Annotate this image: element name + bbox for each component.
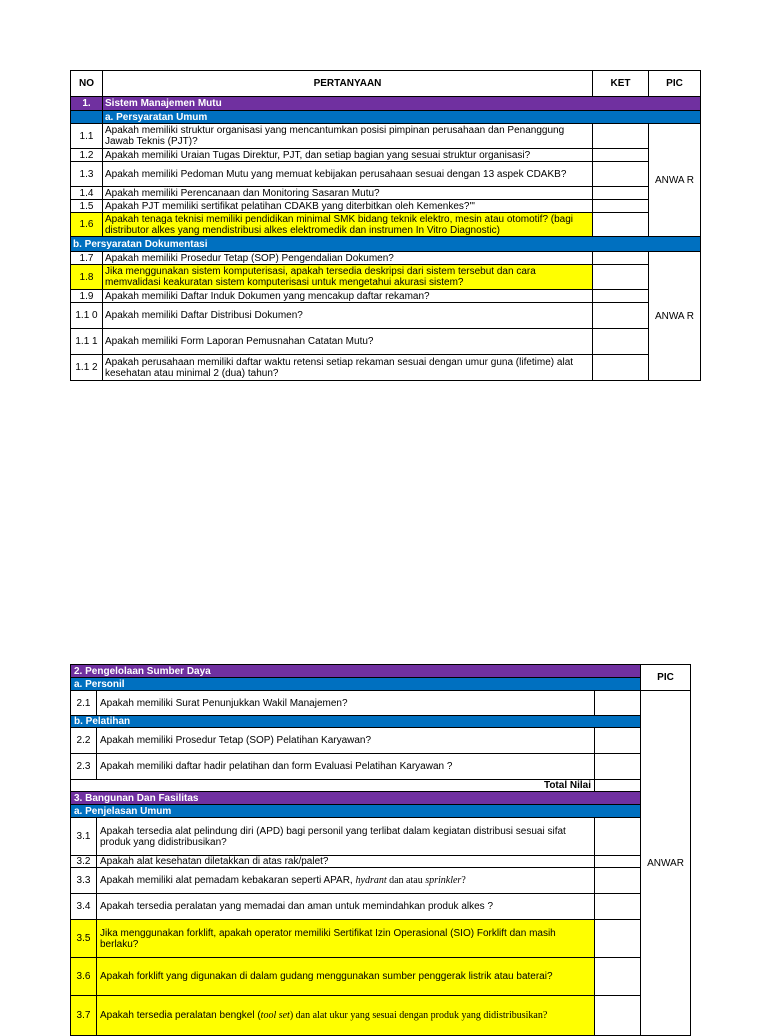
row-question: Apakah tersedia peralatan yang memadai dan aman untuk memindahkan produk alkes ? [97, 894, 595, 920]
table-row [71, 868, 691, 894]
ket-cell[interactable] [593, 187, 649, 200]
table-row-highlighted [71, 920, 691, 958]
ket-cell[interactable] [595, 691, 641, 716]
ket-cell[interactable] [595, 894, 641, 920]
subsection-row [71, 805, 691, 818]
table-row [71, 894, 691, 920]
total-value-cell[interactable] [595, 780, 641, 792]
row-number: 1.1 1 [71, 329, 103, 355]
table-row [71, 355, 701, 381]
total-label: Total Nilai [71, 780, 595, 792]
row-number: 1.2 [71, 149, 103, 162]
subsection-title: b. Pelatihan [71, 716, 641, 728]
row-number: 1.9 [71, 290, 103, 303]
row-question: Apakah memiliki daftar hadir pelatihan dan form Evaluasi Pelatihan Karyawan ? [97, 754, 595, 780]
row-number: 3.5 [71, 920, 97, 958]
section-title: 2. Pengelolaan Sumber Daya [71, 665, 641, 678]
row-question: Apakah tersedia alat pelindung diri (APD) bagi personil yang terlibat dalam kegiatan distribusi sesuai sifat produk yang didistribusikan? [97, 818, 595, 856]
row-question: Apakah memiliki Daftar Distribusi Dokumen? [103, 303, 593, 329]
row-question: Apakah memiliki Prosedur Tetap (SOP) Pengendalian Dokumen? [103, 252, 593, 265]
row-number: 1.6 [71, 213, 103, 237]
row-question: Apakah memiliki Pedoman Mutu yang memuat kebijakan perusahaan sesuai dengan 13 aspek CDAKB? [103, 162, 593, 187]
table-row [71, 329, 701, 355]
table-row [71, 728, 691, 754]
row-question: Jika menggunakan forklift, apakah operator memiliki Sertifikat Izin Operasional (SIO) Forklift dan masih berlaku? [97, 920, 595, 958]
ket-cell[interactable] [593, 290, 649, 303]
row-question: Apakah memiliki Daftar Induk Dokumen yang mencakup daftar rekaman? [103, 290, 593, 303]
table-row [71, 124, 701, 149]
checklist-table-2 [70, 664, 691, 1036]
col-header-pic: PIC [641, 665, 691, 691]
table-row [71, 290, 701, 303]
pic-cell: ANWA R [649, 252, 701, 381]
row-number: 1.1 0 [71, 303, 103, 329]
ket-cell[interactable] [593, 149, 649, 162]
table-row-highlighted [71, 213, 701, 237]
ket-cell[interactable] [593, 124, 649, 149]
section-row [71, 97, 701, 111]
ket-cell[interactable] [593, 265, 649, 290]
col-header-question: PERTANYAAN [103, 71, 593, 97]
row-question: Apakah memiliki alat pemadam kebakaran seperti APAR, hydrant dan atau sprinkler? [97, 868, 595, 894]
ket-cell[interactable] [595, 818, 641, 856]
row-number: 3.1 [71, 818, 97, 856]
row-question: Apakah forklift yang digunakan di dalam gudang menggunakan sumber penggerak listrik atau baterai? [97, 958, 595, 996]
subsection-row [71, 111, 701, 124]
row-question: Apakah memiliki Perencanaan dan Monitoring Sasaran Mutu? [103, 187, 593, 200]
ket-cell[interactable] [593, 252, 649, 265]
subsection-title: b. Persyaratan Dokumentasi [71, 237, 701, 252]
subsection-title: a. Personil [71, 678, 641, 691]
row-number: 3.4 [71, 894, 97, 920]
table-row [71, 303, 701, 329]
ket-cell[interactable] [593, 213, 649, 237]
section-row [71, 665, 691, 678]
table-row [71, 162, 701, 187]
row-number: 1.5 [71, 200, 103, 213]
row-number: 2.1 [71, 691, 97, 716]
row-question: Apakah memiliki Form Laporan Pemusnahan Catatan Mutu? [103, 329, 593, 355]
table-row-highlighted [71, 958, 691, 996]
checklist-table-1 [70, 70, 701, 381]
row-question: Jika menggunakan sistem komputerisasi, apakah tersedia deskripsi dari sistem tersebut dan cara memvalidasi keakuratan sistem komputerisasi untuk mengetahui akurasi sistem? [103, 265, 593, 290]
ket-cell[interactable] [593, 162, 649, 187]
row-question: Apakah memiliki struktur organisasi yang mencantumkan posisi pimpinan perusahaan dan Penanggung Jawab Teknis (PJT)? [103, 124, 593, 149]
table-row [71, 691, 691, 716]
subsection-title: a. Persyaratan Umum [103, 111, 701, 124]
table-row [71, 187, 701, 200]
row-number: 1.7 [71, 252, 103, 265]
row-number: 1.4 [71, 187, 103, 200]
row-number: 3.2 [71, 856, 97, 868]
section-title: 3. Bangunan Dan Fasilitas [71, 792, 641, 805]
row-question: Apakah tersedia peralatan bengkel (tool set) dan alat ukur yang sesuai dengan produk yang didistribusikan? [97, 996, 595, 1036]
table-row [71, 754, 691, 780]
subsection-row [71, 237, 701, 252]
table-header-row [71, 71, 701, 97]
ket-cell[interactable] [595, 868, 641, 894]
section-title: Sistem Manajemen Mutu [103, 97, 701, 111]
table-row-highlighted [71, 265, 701, 290]
row-number: 1.8 [71, 265, 103, 290]
row-question: Apakah memiliki Prosedur Tetap (SOP) Pelatihan Karyawan? [97, 728, 595, 754]
row-question: Apakah PJT memiliki sertifikat pelatihan CDAKB yang diterbitkan oleh Kemenkes?'" [103, 200, 593, 213]
col-header-no: NO [71, 71, 103, 97]
subsection-row [71, 678, 691, 691]
row-number: 1.1 [71, 124, 103, 149]
table-row [71, 252, 701, 265]
ket-cell[interactable] [595, 958, 641, 996]
row-number: 1.3 [71, 162, 103, 187]
row-number: 2.3 [71, 754, 97, 780]
ket-cell[interactable] [595, 754, 641, 780]
ket-cell[interactable] [593, 303, 649, 329]
total-row [71, 780, 691, 792]
row-number: 3.7 [71, 996, 97, 1036]
table-row [71, 149, 701, 162]
col-header-ket: KET [593, 71, 649, 97]
table-row [71, 856, 691, 868]
table-row [71, 200, 701, 213]
subsection-row [71, 716, 691, 728]
ket-cell[interactable] [595, 920, 641, 958]
ket-cell[interactable] [595, 996, 641, 1036]
row-question: Apakah alat kesehatan diletakkan di atas rak/palet? [97, 856, 595, 868]
row-number: 2.2 [71, 728, 97, 754]
ket-cell[interactable] [595, 728, 641, 754]
row-question: Apakah tenaga teknisi memiliki pendidikan minimal SMK bidang teknik elektro, mesin atau otomotif? (bagi distributor alkes yang mendistribusi alkes elektromedik dan instrumen In Vitro Diagnostic) [103, 213, 593, 237]
section-number: 1. [71, 97, 103, 111]
subsection-title: a. Penjelasan Umum [71, 805, 641, 818]
section-row [71, 792, 691, 805]
ket-cell[interactable] [593, 355, 649, 381]
table-row-highlighted [71, 996, 691, 1036]
row-question: Apakah perusahaan memiliki daftar waktu retensi setiap rekaman sesuai dengan umur guna (lifetime) alat kesehatan atau minimal 2 (dua) tahun? [103, 355, 593, 381]
col-header-pic: PIC [649, 71, 701, 97]
ket-cell[interactable] [593, 329, 649, 355]
pic-cell: ANWAR [641, 691, 691, 1036]
row-question: Apakah memiliki Uraian Tugas Direktur, PJT, dan setiap bagian yang sesuai struktur organisasi? [103, 149, 593, 162]
table-row [71, 818, 691, 856]
row-number: 3.6 [71, 958, 97, 996]
ket-cell[interactable] [593, 200, 649, 213]
row-number: 3.3 [71, 868, 97, 894]
pic-cell: ANWA R [649, 124, 701, 237]
row-question: Apakah memiliki Surat Penunjukkan Wakil Manajemen? [97, 691, 595, 716]
row-number: 1.1 2 [71, 355, 103, 381]
ket-cell[interactable] [595, 856, 641, 868]
